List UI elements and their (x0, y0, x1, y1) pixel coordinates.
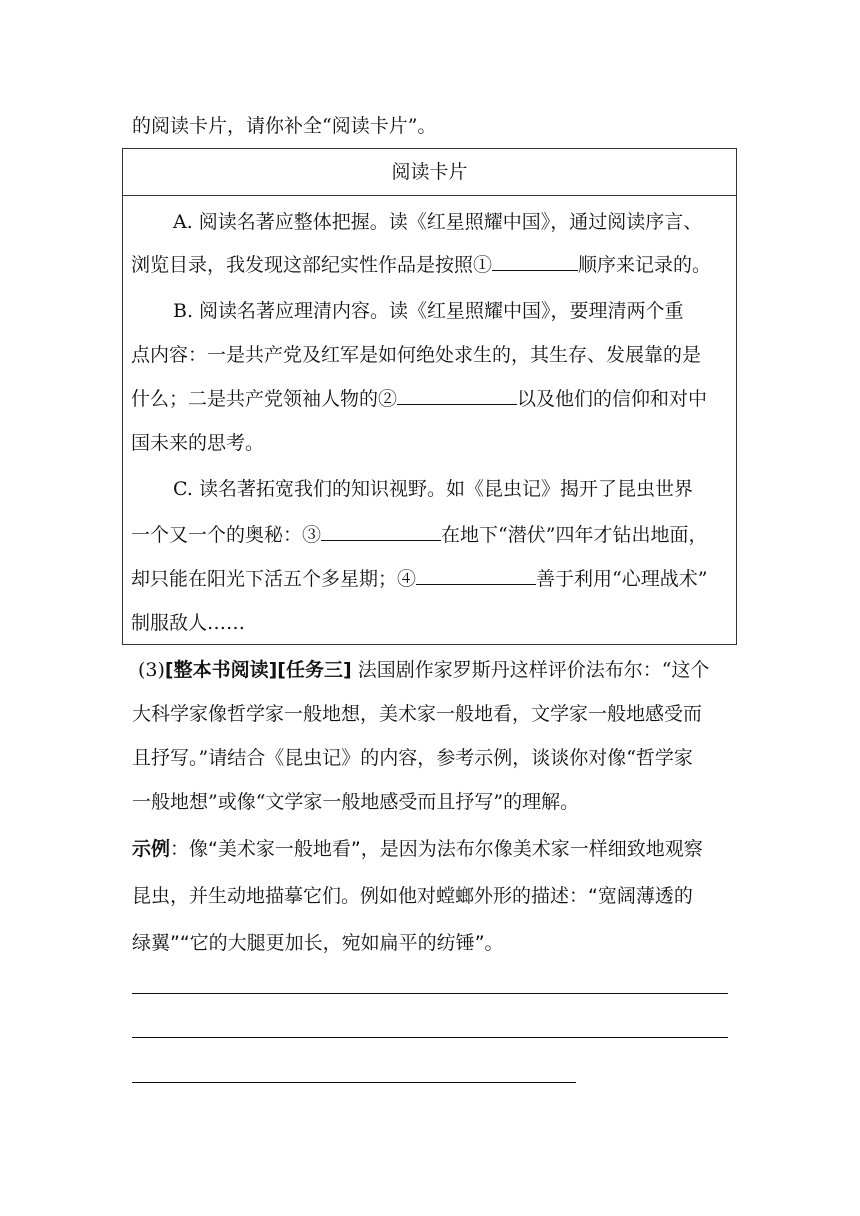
question-3-line-1-rest: 法国剧作家罗斯丹这样评价法布尔：“这个 (351, 659, 710, 681)
card-c-line-1: C. 读名著拓宽我们的知识视野。如《昆虫记》揭开了昆虫世界 (173, 478, 693, 500)
blank-2[interactable] (397, 386, 517, 405)
question-3-tag-task: [任务三] (277, 659, 352, 681)
card-c-line-3 (131, 566, 707, 592)
example-line-2: 昆虫，并生动地描摹它们。例如他对螳螂外形的描述：“宽阔薄透的 (132, 885, 693, 907)
card-a-line-2 (131, 252, 711, 278)
card-c-line-3-post: 善于利用“心理战术” (536, 568, 708, 590)
card-b-line-3-post: 以及他们的信仰和对中 (517, 388, 708, 410)
answer-line-1[interactable] (132, 993, 728, 994)
answer-line-2[interactable] (132, 1037, 728, 1038)
blank-3[interactable] (321, 522, 441, 541)
card-c-line-2 (131, 522, 707, 548)
card-c-line-3-pre: 却只能在阳光下活五个多星期；④ (131, 568, 417, 590)
reading-card (122, 148, 737, 645)
card-b-line-4: 国未来的思考。 (131, 432, 265, 454)
intro-tail-text: 的阅读卡片，请你补全“阅读卡片”。 (132, 115, 437, 137)
card-c-line-4: 制服敌人…… (131, 612, 246, 634)
example-line-1 (132, 836, 703, 862)
card-c-line-2-post: 在地下“潜伏”四年才钻出地面， (441, 524, 708, 546)
example-line-1-rest: ：像“美术家一般地看”，是因为法布尔像美术家一样细致地观察 (170, 838, 703, 860)
card-a-line-2-post: 顺序来记录的。 (578, 254, 712, 276)
question-3-line-1 (138, 657, 709, 683)
question-3-line-2: 大科学家像哲学家一般地想，美术家一般地看，文学家一般地感受而 (132, 703, 703, 725)
card-b-line-2: 点内容：一是共产党及红军是如何绝处求生的，其生存、发展靠的是 (131, 344, 702, 366)
card-a-line-1: A. 阅读名著应整体把握。读《红星照耀中国》，通过阅读序言、 (173, 211, 703, 233)
question-3-tag-whole-book: [整本书阅读] (164, 659, 278, 681)
card-b-line-1: B. 阅读名著应理清内容。读《红星照耀中国》，要理清两个重 (173, 300, 684, 322)
reading-card-title: 阅读卡片 (123, 149, 736, 196)
question-3-line-4: 一般地想”或像“文学家一般地感受而且抒写”的理解。 (132, 791, 580, 813)
question-3-line-3: 且抒写。”请结合《昆虫记》的内容，参考示例，谈谈你对像“哲学家 (132, 747, 693, 769)
card-a-line-2-pre: 浏览目录，我发现这部纪实性作品是按照① (131, 254, 493, 276)
blank-4[interactable] (416, 566, 536, 585)
example-line-3: 绿翼”“它的大腿更加长，宛如扁平的纺锤”。 (132, 932, 504, 954)
card-b-line-3-pre: 什么；二是共产党领袖人物的② (131, 388, 398, 410)
answer-line-3[interactable] (132, 1082, 576, 1083)
example-label: 示例 (132, 838, 171, 860)
card-c-line-2-pre: 一个又一个的奥秘：③ (131, 524, 322, 546)
question-3-number: (3) (138, 659, 165, 681)
card-b-line-3 (131, 386, 707, 412)
blank-1[interactable] (492, 252, 578, 271)
